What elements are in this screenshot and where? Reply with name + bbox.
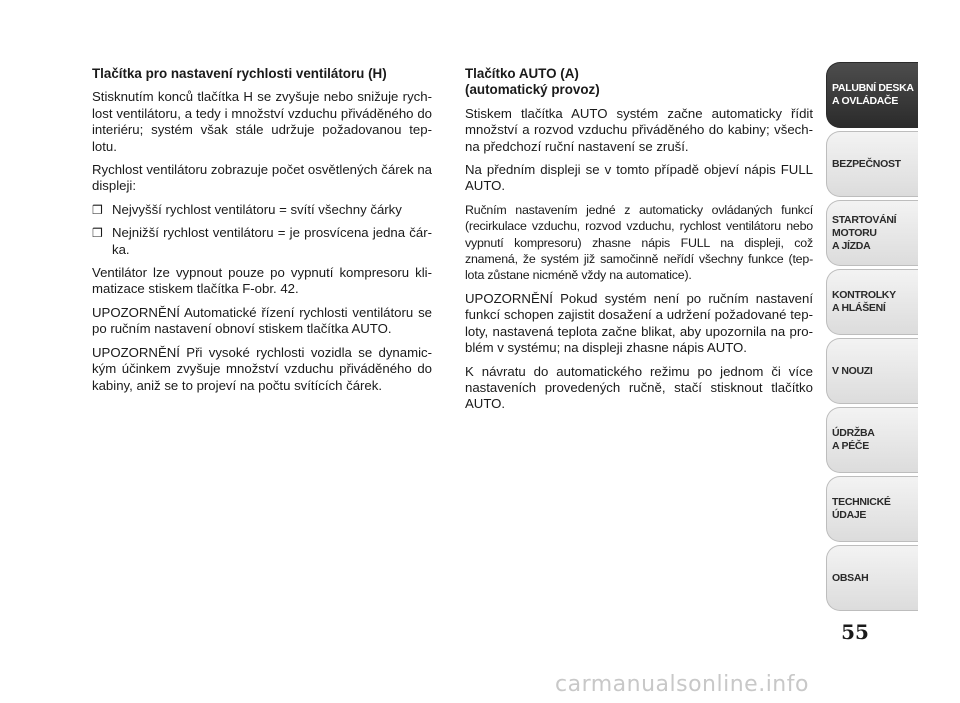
tab-label: KONTROLKY A HLÁŠENÍ: [832, 289, 896, 314]
chapter-sidebar: [826, 62, 918, 614]
tab-bezpecnost[interactable]: [826, 131, 918, 197]
tab-label: BEZPEČNOST: [832, 157, 901, 170]
warning-paragraph: UPOZORNĚNÍ Pokud systém není po ručním nastavení funkcí schopen zajistit dosažení a udržení požadované tep-loty, nastavená teplota začne blikat, aby upozornila na pro-blém v systému; na displeji zhasne nápis AUTO.: [465, 290, 813, 356]
tab-label: V NOUZI: [832, 364, 873, 377]
section-heading-auto: [465, 66, 813, 99]
tab-obsah[interactable]: [826, 545, 918, 611]
tab-udrzba[interactable]: [826, 407, 918, 473]
checkbox-bullet-icon: ❒: [92, 226, 103, 241]
tab-label: STARTOVÁNÍ MOTORU A JÍZDA: [832, 213, 897, 252]
tab-label: ÚDRŽBA A PÉČE: [832, 427, 875, 452]
paragraph: Ventilátor lze vypnout pouze po vypnutí kompresoru kli-matizace stiskem tlačítka F-obr. 42.: [92, 265, 432, 297]
right-column: [465, 66, 813, 420]
tab-label: TECHNICKÉ ÚDAJE: [832, 496, 891, 521]
heading-line-1: Tlačítko AUTO (A): [465, 66, 579, 81]
list-item: [92, 202, 432, 218]
list-item-text: Nejnižší rychlost ventilátoru = je prosvícena jedna čár-ka.: [112, 225, 432, 257]
warning-paragraph: UPOZORNĚNÍ Automatické řízení rychlosti ventilátoru se po ručním nastavení obnoví stiskem tlačítka AUTO.: [92, 304, 432, 337]
paragraph: K návratu do automatického režimu po jednom či více nastaveních provedených ručně, stačí stisknout tlačítko AUTO.: [465, 363, 813, 412]
heading-line-2: (automatický provoz): [465, 82, 600, 98]
tab-label: OBSAH: [832, 571, 869, 584]
paragraph: Ručním nastavením jedné z automaticky ovládaných funkcí (recirkulace vzduchu, rozvod vzduchu, rychlost ventilátoru nebo vypnutí kompresoru) zhasne nápis FULL na displeji, což znamená, že systém již samočinně neřídí všechny funkce (tep-lota zůstane nicméně vždy na automatice).: [465, 202, 813, 283]
warning-paragraph: UPOZORNĚNÍ Při vysoké rychlosti vozidla se dynamic-kým účinkem zvyšuje množství vzduchu přiváděného do kabiny, aniž se to projeví na počtu svítících čárek.: [92, 344, 432, 393]
page-number: 55: [841, 620, 869, 644]
tab-label: PALUBNÍ DESKA A OVLÁDAČE: [832, 82, 914, 107]
paragraph: Na předním displeji se v tomto případě objeví nápis FULL AUTO.: [465, 162, 813, 194]
list-item-text: Nejvyšší rychlost ventilátoru = svítí všechny čárky: [112, 201, 402, 217]
paragraph: Stisknutím konců tlačítka H se zvyšuje nebo snižuje rych-lost ventilátoru, a tedy i množství vzduchu přiváděného do interiéru; systém však stále udržuje požadovanou tep-lotu.: [92, 89, 432, 154]
watermark: carmanualsonline.info: [555, 672, 809, 697]
paragraph: Rychlost ventilátoru zobrazuje počet osvětlených čárek na displeji:: [92, 162, 432, 194]
tab-technicke-udaje[interactable]: [826, 476, 918, 542]
checkbox-bullet-icon: ❒: [92, 202, 103, 217]
tab-palubni-deska[interactable]: [826, 62, 918, 128]
paragraph: Stiskem tlačítka AUTO systém začne automaticky řídit množství a rozvod vzduchu přiváděného do kabiny; všech-na předchozí ruční nastavení se zruší.: [465, 105, 813, 154]
tab-v-nouzi[interactable]: [826, 338, 918, 404]
tab-startovani[interactable]: [826, 200, 918, 266]
section-heading-fan-speed: Tlačítka pro nastavení rychlosti ventilátoru (H): [92, 66, 387, 81]
list-item: [92, 225, 432, 258]
tab-kontrolky[interactable]: [826, 269, 918, 335]
left-column: [92, 66, 432, 401]
